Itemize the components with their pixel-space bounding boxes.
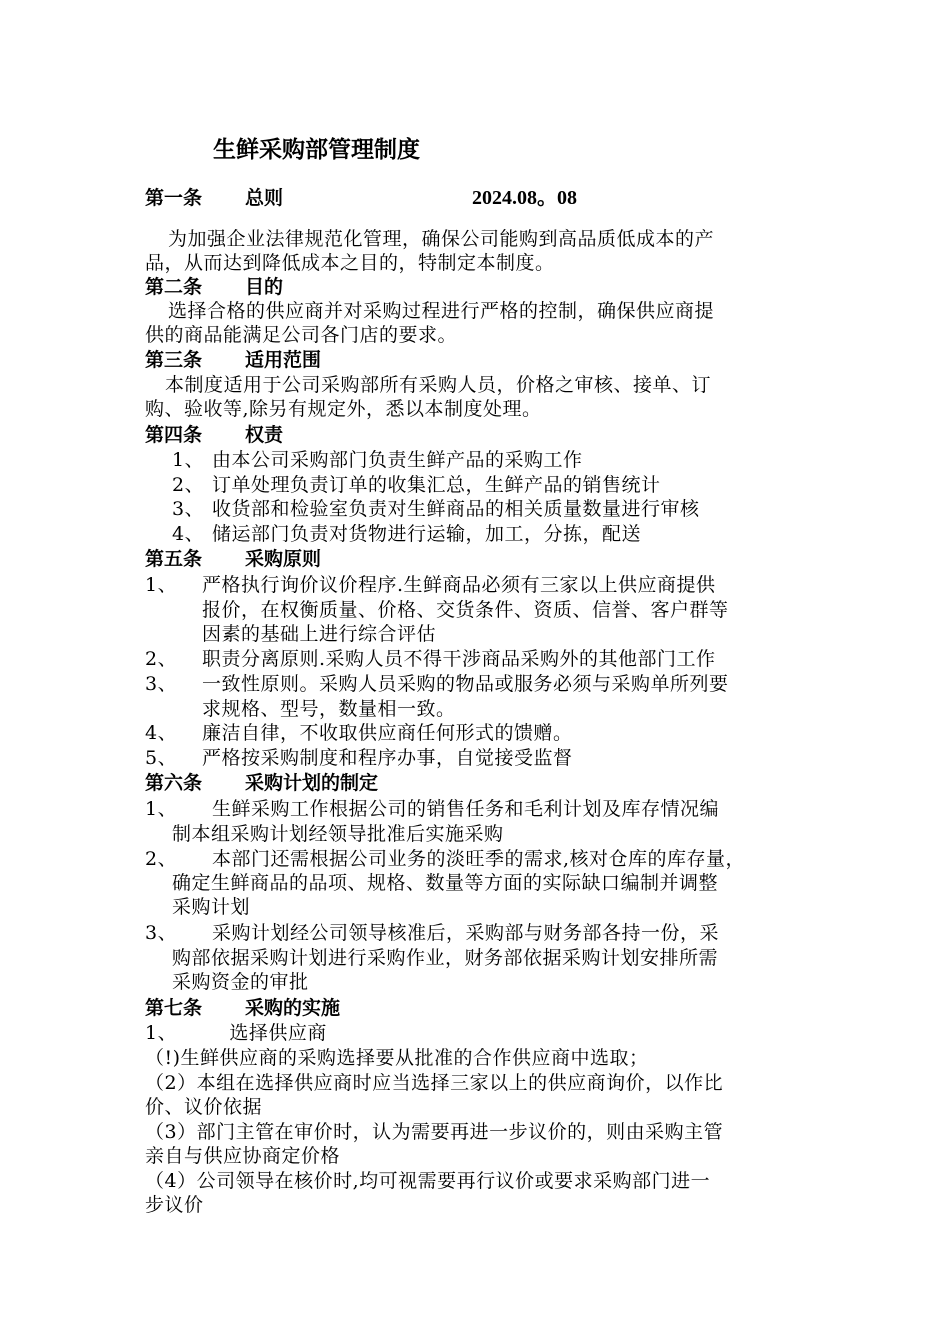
list-marker: 4、 xyxy=(145,722,178,744)
list-marker: 2、 xyxy=(145,648,178,670)
section-number: 第三条 xyxy=(145,349,203,371)
section-name: 适用范围 xyxy=(245,349,322,371)
list-marker: 2、 xyxy=(172,474,205,496)
list-item-text: 严格执行询价议价程序.生鲜商品必须有三家以上供应商提供 xyxy=(202,574,716,596)
section-name: 总则 xyxy=(245,187,284,209)
list-marker: 3、 xyxy=(172,498,205,520)
section-name: 采购计划的制定 xyxy=(245,772,379,794)
list-item-text: 一致性原则。采购人员采购的物品或服务必须与采购单所列要 xyxy=(202,673,729,695)
section-number: 第五条 xyxy=(145,548,203,570)
section-number: 第二条 xyxy=(145,276,203,298)
list-marker: 1、 xyxy=(172,449,205,471)
paragraph-line: 品，从而达到降低成本之目的，特制定本制度。 xyxy=(145,252,555,274)
paragraph-line: 供的商品能满足公司各门店的要求。 xyxy=(145,324,458,346)
list-item-text: 由本公司采购部门负责生鲜产品的采购工作 xyxy=(212,449,583,471)
list-item-text: 廉洁自律，不收取供应商任何形式的馈赠。 xyxy=(202,722,573,744)
list-marker: 2、 xyxy=(145,848,178,870)
document-title: 生鲜采购部管理制度 xyxy=(213,137,420,163)
section-number: 第七条 xyxy=(145,997,203,1019)
paragraph-line: （2）本组在选择供应商时应当选择三家以上的供应商询价，以作比 xyxy=(145,1072,724,1094)
section-heading-1 xyxy=(145,186,283,210)
list-item xyxy=(172,448,583,472)
paragraph-line: （3）部门主管在审价时，认为需要再进一步议价的，则由采购主管 xyxy=(145,1121,724,1143)
section-name: 权责 xyxy=(245,424,284,446)
list-item-text: 因素的基础上进行综合评估 xyxy=(202,623,437,645)
list-marker: 3、 xyxy=(145,673,178,695)
section-heading-6 xyxy=(145,771,378,795)
list-item-text: 确定生鲜商品的品项、规格、数量等方面的实际缺口编制并调整 xyxy=(172,872,719,894)
list-item-text: 储运部门负责对货物进行运输，加工，分拣，配送 xyxy=(212,523,642,545)
section-name: 采购原则 xyxy=(245,548,322,570)
section-heading-7 xyxy=(145,996,340,1020)
document-date: 2024.08。08 xyxy=(472,187,577,209)
section-heading-5 xyxy=(145,547,321,571)
list-item-text: 生鲜采购工作根据公司的销售任务和毛利计划及库存情况编 xyxy=(212,798,720,820)
paragraph-line: 购、验收等,除另有规定外，悉以本制度处理。 xyxy=(145,398,542,420)
list-item-text: 报价，在权衡质量、价格、交货条件、资质、信誉、客户群等 xyxy=(202,599,729,621)
list-item-text: 采购计划经公司领导核准后，采购部与财务部各持一份，采 xyxy=(212,922,720,944)
paragraph-line: 本制度适用于公司采购部所有采购人员，价格之审核、接单、订 xyxy=(165,374,712,396)
list-item-text: 严格按采购制度和程序办事，自觉接受监督 xyxy=(202,747,573,769)
list-item-text: 采购计划 xyxy=(172,896,251,918)
list-marker: 5、 xyxy=(145,747,178,769)
list-item-text: 求规格、型号，数量相一致。 xyxy=(202,698,456,720)
list-item-text: 职责分离原则.采购人员不得干涉商品采购外的其他部门工作 xyxy=(202,648,716,670)
section-heading-3 xyxy=(145,348,321,372)
section-number: 第一条 xyxy=(145,187,203,209)
paragraph-line: 步议价 xyxy=(145,1194,204,1216)
paragraph-line: 亲自与供应协商定价格 xyxy=(145,1145,341,1167)
list-item-text: 本部门还需根据公司业务的淡旺季的需求,核对仓库的库存量， xyxy=(212,848,746,870)
list-item-text: 购部依据采购计划进行采购作业，财务部依据采购计划安排所需 xyxy=(172,947,719,969)
paragraph-line: 1、 选择供应商 xyxy=(145,1022,327,1044)
paragraph-line: 为加强企业法律规范化管理，确保公司能购到高品质低成本的产 xyxy=(168,228,715,250)
paragraph-line: 选择合格的供应商并对采购过程进行严格的控制，确保供应商提 xyxy=(168,300,715,322)
section-heading-2 xyxy=(145,275,283,299)
list-marker: 3、 xyxy=(145,922,178,944)
list-marker: 1、 xyxy=(145,574,178,596)
list-item-text: 制本组采购计划经领导批准后实施采购 xyxy=(172,823,504,845)
paragraph-line: （4）公司领导在核价时,均可视需要再行议价或要求采购部门进一 xyxy=(145,1170,711,1192)
list-item-text: 订单处理负责订单的收集汇总，生鲜产品的销售统计 xyxy=(212,474,661,496)
list-item xyxy=(172,473,661,497)
section-heading-4 xyxy=(145,423,283,447)
list-marker: 1、 xyxy=(145,798,178,820)
paragraph-line: 价、议价依据 xyxy=(145,1096,263,1118)
section-name: 采购的实施 xyxy=(245,997,341,1019)
section-name: 目的 xyxy=(245,276,284,298)
list-item xyxy=(172,497,700,521)
list-item xyxy=(172,522,641,546)
section-number: 第四条 xyxy=(145,424,203,446)
section-number: 第六条 xyxy=(145,772,203,794)
list-item-text: 采购资金的审批 xyxy=(172,971,309,993)
paragraph-line: （!)生鲜供应商的采购选择要从批准的合作供应商中选取； xyxy=(145,1047,649,1069)
list-marker: 4、 xyxy=(172,523,205,545)
list-item-text: 收货部和检验室负责对生鲜商品的相关质量数量进行审核 xyxy=(212,498,700,520)
